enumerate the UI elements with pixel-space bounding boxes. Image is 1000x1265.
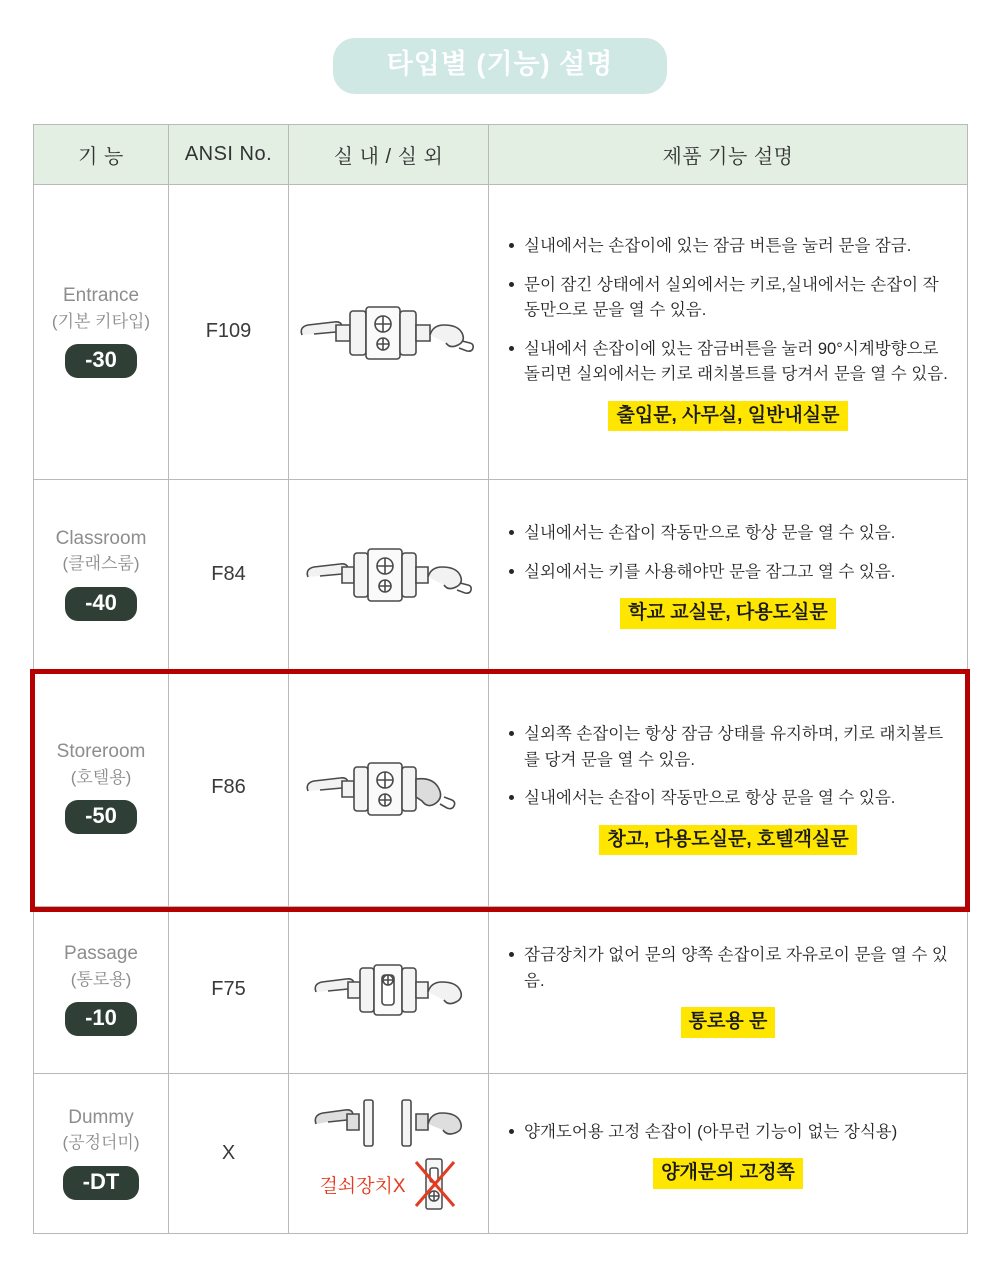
- table-row: [34, 1073, 968, 1233]
- description-cell: [489, 479, 968, 669]
- table-row: [34, 184, 968, 479]
- function-name-en: Passage: [64, 943, 138, 964]
- lever-lock-classroom-icon: [289, 539, 488, 609]
- highlight-row: [507, 825, 949, 856]
- function-name-en: Entrance: [62, 285, 140, 306]
- lock-image-cell: [289, 669, 489, 906]
- function-name-ko: (호텔용): [70, 767, 132, 787]
- status-badge: -10: [65, 1002, 137, 1036]
- title-area: [0, 0, 1000, 94]
- usage-highlight: 통로용 문: [681, 1007, 776, 1038]
- lock-image-cell: [289, 479, 489, 669]
- ansi-number: F109: [169, 184, 289, 479]
- description-cell: [489, 669, 968, 906]
- table-row: [34, 479, 968, 669]
- function-cell-dummy: [34, 1073, 169, 1233]
- list-item: 실내에서는 손잡이 작동만으로 항상 문을 열 수 있음.: [507, 521, 949, 547]
- ansi-number: F84: [169, 479, 289, 669]
- function-name-en: Dummy: [68, 1106, 134, 1128]
- function-name-en: Storeroom: [56, 741, 146, 762]
- function-name-ko: (기본 키타입): [51, 311, 151, 331]
- lock-function-table: [33, 124, 968, 1234]
- description-cell: [489, 1073, 968, 1233]
- function-name-ko: (공정더미): [62, 1133, 140, 1153]
- lock-image-cell: [289, 906, 489, 1073]
- function-cell-passage: [34, 906, 169, 1073]
- function-cell-classroom: [34, 479, 169, 669]
- dummy-no-latch-note: [289, 1156, 488, 1212]
- lock-function-table-wrap: [33, 124, 967, 1234]
- usage-highlight: 양개문의 고정쪽: [653, 1158, 803, 1189]
- description-cell: [489, 906, 968, 1073]
- description-cell: [489, 184, 968, 479]
- column-header-ansi: ANSI No.: [169, 124, 289, 184]
- column-header-function: 기 능: [34, 124, 169, 184]
- status-badge: -30: [65, 344, 137, 378]
- usage-highlight: 창고, 다용도실문, 호텔객실문: [599, 825, 856, 856]
- list-item: 실내에서 손잡이에 있는 잠금버튼을 눌러 90°시계방향으로 돌리면 실외에서는 키로 래치볼트를 당겨서 문을 열 수 있음.: [507, 337, 949, 388]
- description-bullets: [507, 943, 949, 994]
- list-item: 실외에서는 키를 사용해야만 문을 잠그고 열 수 있음.: [507, 560, 949, 586]
- highlight-row: [507, 401, 949, 432]
- no-latch-label: 걸쇠장치X: [319, 1175, 406, 1197]
- function-cell-storeroom: [34, 669, 169, 906]
- highlight-row: [507, 1158, 949, 1189]
- status-badge: -50: [65, 800, 137, 834]
- ansi-number: F75: [169, 906, 289, 1073]
- lock-image-cell: [289, 1073, 489, 1233]
- header-row: [34, 124, 968, 184]
- description-bullets: [507, 1120, 949, 1146]
- ansi-number: F86: [169, 669, 289, 906]
- list-item: 양개도어용 고정 손잡이 (아무런 기능이 없는 장식용): [507, 1120, 949, 1146]
- table-row-emphasised: [34, 669, 968, 906]
- status-badge: -40: [65, 587, 137, 621]
- column-header-description: 제품 기능 설명: [489, 124, 968, 184]
- list-item: 문이 잠긴 상태에서 실외에서는 키로,실내에서는 손잡이 작동만으로 문을 열 수 있음.: [507, 273, 949, 324]
- list-item: 잠금장치가 없어 문의 양쪽 손잡이로 자유로이 문을 열 수 있음.: [507, 943, 949, 994]
- usage-highlight: 학교 교실문, 다용도실문: [620, 598, 835, 629]
- list-item: 실내에서는 손잡이 작동만으로 항상 문을 열 수 있음.: [507, 786, 949, 812]
- highlight-row: [507, 1007, 949, 1038]
- function-name-ko: (통로용): [70, 969, 132, 989]
- page-title: 타입별 (기능) 설명: [333, 38, 668, 94]
- table-row: [34, 906, 968, 1073]
- list-item: 실내에서는 손잡이에 있는 잠금 버튼을 눌러 문을 잠금.: [507, 234, 949, 260]
- column-header-indoor-outdoor: 실 내 / 실 외: [289, 124, 489, 184]
- description-bullets: [507, 722, 949, 812]
- lever-lock-entrance-icon: [289, 297, 488, 367]
- list-item: 실외쪽 손잡이는 항상 잠금 상태를 유지하며, 키로 래치볼트를 당겨 문을 열 수 있음.: [507, 722, 949, 773]
- latch-crossed-out-icon: [412, 1156, 458, 1212]
- status-badge: -DT: [63, 1166, 140, 1200]
- function-name-en: Classroom: [55, 527, 147, 549]
- lever-lock-storeroom-icon: [289, 753, 488, 823]
- function-cell-entrance: [34, 184, 169, 479]
- usage-highlight: 출입문, 사무실, 일반내실문: [608, 401, 847, 432]
- highlight-row: [507, 598, 949, 629]
- function-name-ko: (클래스룸): [62, 554, 140, 574]
- table-body: [34, 184, 968, 1233]
- table-header: [34, 124, 968, 184]
- description-bullets: [507, 234, 949, 388]
- description-bullets: [507, 521, 949, 585]
- lever-lock-passage-icon: [289, 958, 488, 1022]
- ansi-number: X: [169, 1073, 289, 1233]
- lever-lock-dummy-icon: [289, 1094, 488, 1154]
- lock-image-cell: [289, 184, 489, 479]
